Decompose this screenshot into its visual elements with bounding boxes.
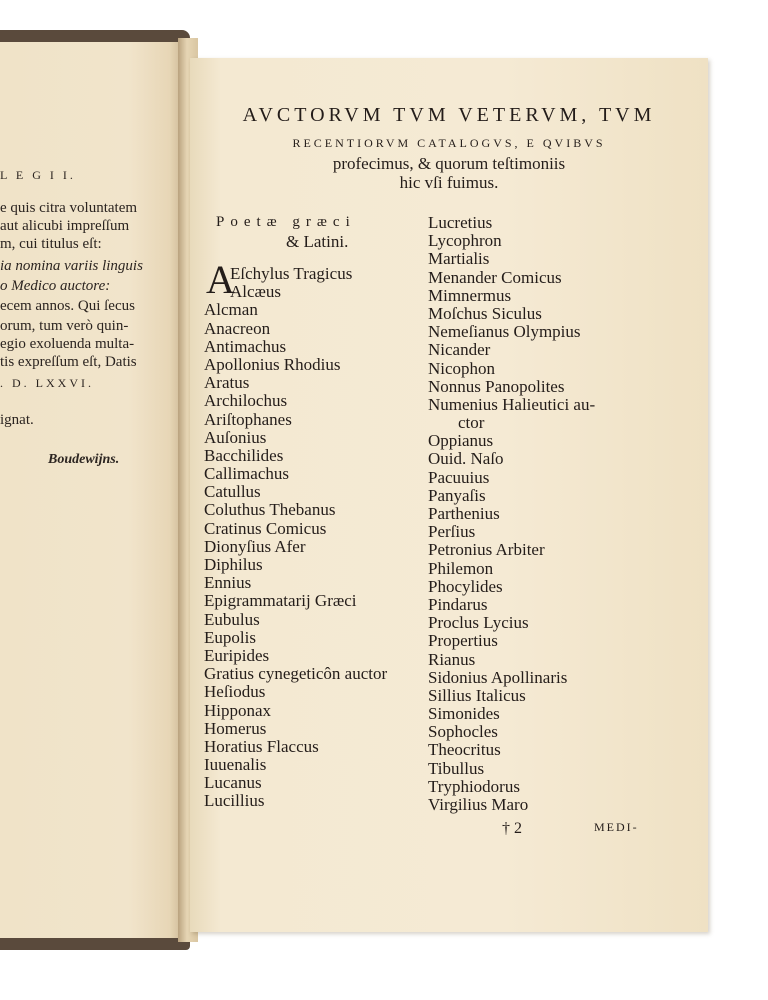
author-entry: Lucillius: [204, 791, 265, 811]
author-entry: Epigrammatarij Græci: [204, 591, 357, 611]
author-entry: Panyaſis: [428, 485, 486, 505]
author-entry: Sophocles: [428, 722, 498, 742]
signature-mark: † 2: [502, 820, 522, 837]
author-entry: Rianus: [428, 649, 476, 669]
author-entry: Callimachus: [204, 464, 289, 484]
author-entry: Tibullus: [428, 758, 485, 778]
left-page-line: L E G I I.: [0, 168, 76, 182]
author-entry: Nemeſianus Olympius: [428, 322, 581, 342]
left-page-line: Boudewijns.: [48, 452, 120, 467]
author-entry: Apollonius Rhodius: [204, 354, 341, 374]
left-page: [0, 42, 184, 938]
author-entry: Coluthus Thebanus: [204, 500, 336, 520]
author-entry: Bacchilides: [204, 445, 284, 465]
author-entry: Auſonius: [204, 427, 267, 447]
author-entry: Ennius: [204, 573, 252, 593]
author-entry: Martialis: [428, 249, 490, 269]
author-entry: ctor: [458, 413, 485, 433]
left-page-line: e quis citra voluntatem: [0, 200, 138, 216]
author-entry: Diphilus: [204, 555, 263, 574]
author-entry: Horatius Flaccus: [204, 736, 319, 756]
author-entry: Oppianus: [428, 431, 494, 451]
catalog-subtitle-line3: profecimus, & quorum teſtimoniis: [332, 154, 566, 173]
left-page-line: ecem annos. Qui ſecus: [0, 298, 135, 314]
author-entry: Parthenius: [428, 504, 500, 523]
author-entry: Ariſtophanes: [204, 409, 292, 429]
left-page-line: tis expreſſum eſt, Datis: [0, 354, 137, 370]
author-entry: Eſchylus Tragicus: [230, 264, 353, 283]
author-entry: Alcæus: [230, 282, 281, 302]
author-entry: Theocritus: [428, 740, 501, 760]
left-page-line: ia nomina variis linguis: [0, 258, 143, 274]
author-entry: Sillius Italicus: [428, 685, 526, 705]
left-page-line: egio exoluenda multa-: [0, 336, 135, 352]
author-entry: Sidonius Apollinaris: [428, 667, 568, 687]
author-entry: Pindarus: [428, 594, 488, 614]
author-entry: Mimnermus: [428, 285, 512, 305]
author-entry: Cratinus Comicus: [204, 518, 327, 538]
left-page-line: ignat.: [0, 412, 34, 428]
author-entry: Tryphiodorus: [428, 776, 520, 796]
right-page: [190, 58, 708, 932]
left-page-line: aut alicubi impreſſum: [0, 218, 130, 234]
author-entry: Perſius: [428, 522, 476, 542]
author-entry: Petronius Arbiter: [428, 540, 545, 560]
left-page-line: orum, tum verò quin-: [0, 318, 129, 334]
author-entry: Gratius cynegeticôn auctor: [204, 664, 388, 684]
author-entry: Aratus: [204, 373, 250, 393]
author-entry: Virgilius Maro: [428, 795, 529, 814]
author-entry: Menander Comicus: [428, 267, 562, 287]
author-entry: Nonnus Panopolites: [428, 376, 565, 396]
author-entry: Heſiodus: [204, 682, 266, 702]
left-page-line: . D. LXXVI.: [0, 376, 94, 390]
author-entry: Catullus: [204, 482, 261, 502]
author-entry: Homerus: [204, 718, 267, 738]
author-entry: Moſchus Siculus: [428, 303, 542, 323]
author-entry: Nicander: [428, 340, 491, 360]
author-entry: Lucretius: [428, 213, 493, 232]
author-entry: Euripides: [204, 645, 270, 665]
author-entry: Lycophron: [428, 231, 502, 251]
section-heading-line2: & Latini.: [286, 232, 349, 251]
author-entry: Phocylides: [428, 576, 503, 596]
author-list-left: [204, 265, 387, 811]
author-entry: Antimachus: [204, 336, 287, 356]
author-entry: Hipponax: [204, 700, 272, 720]
catalog-subtitle-line4: hic vſi fuimus.: [399, 173, 499, 192]
author-entry: Archilochus: [204, 391, 288, 411]
author-entry: Numenius Halieutici au-: [428, 394, 596, 414]
author-entry: Proclus Lycius: [428, 613, 529, 633]
author-entry: Eupolis: [204, 627, 256, 647]
catchword: MEDI-: [594, 820, 639, 834]
author-entry: Propertius: [428, 631, 498, 651]
author-entry: Nicophon: [428, 358, 496, 378]
author-entry: Eubulus: [204, 609, 260, 629]
author-entry: Ouid. Naſo: [428, 449, 504, 469]
author-entry: Philemon: [428, 558, 494, 578]
left-page-line: m, cui titulus eſt:: [0, 236, 102, 252]
author-entry: Simonides: [428, 704, 500, 724]
author-entry: Pacuuius: [428, 467, 490, 487]
author-entry: Iuuenalis: [204, 755, 267, 775]
drop-cap: A: [206, 257, 235, 302]
catalog-subtitle: RECENTIORVM CATALOGVS, E QVIBVS: [292, 136, 606, 150]
catalog-title: AVCTORVM TVM VETERVM, TVM: [242, 104, 656, 126]
author-entry: Alcman: [204, 300, 258, 320]
author-entry: Lucanus: [204, 773, 262, 793]
author-list-right: [428, 214, 595, 814]
author-entry: Anacreon: [204, 318, 271, 338]
author-entry: Dionyſius Afer: [204, 536, 306, 556]
left-page-line: o Medico auctore:: [0, 278, 111, 294]
section-heading: Poetæ græci: [216, 214, 356, 230]
